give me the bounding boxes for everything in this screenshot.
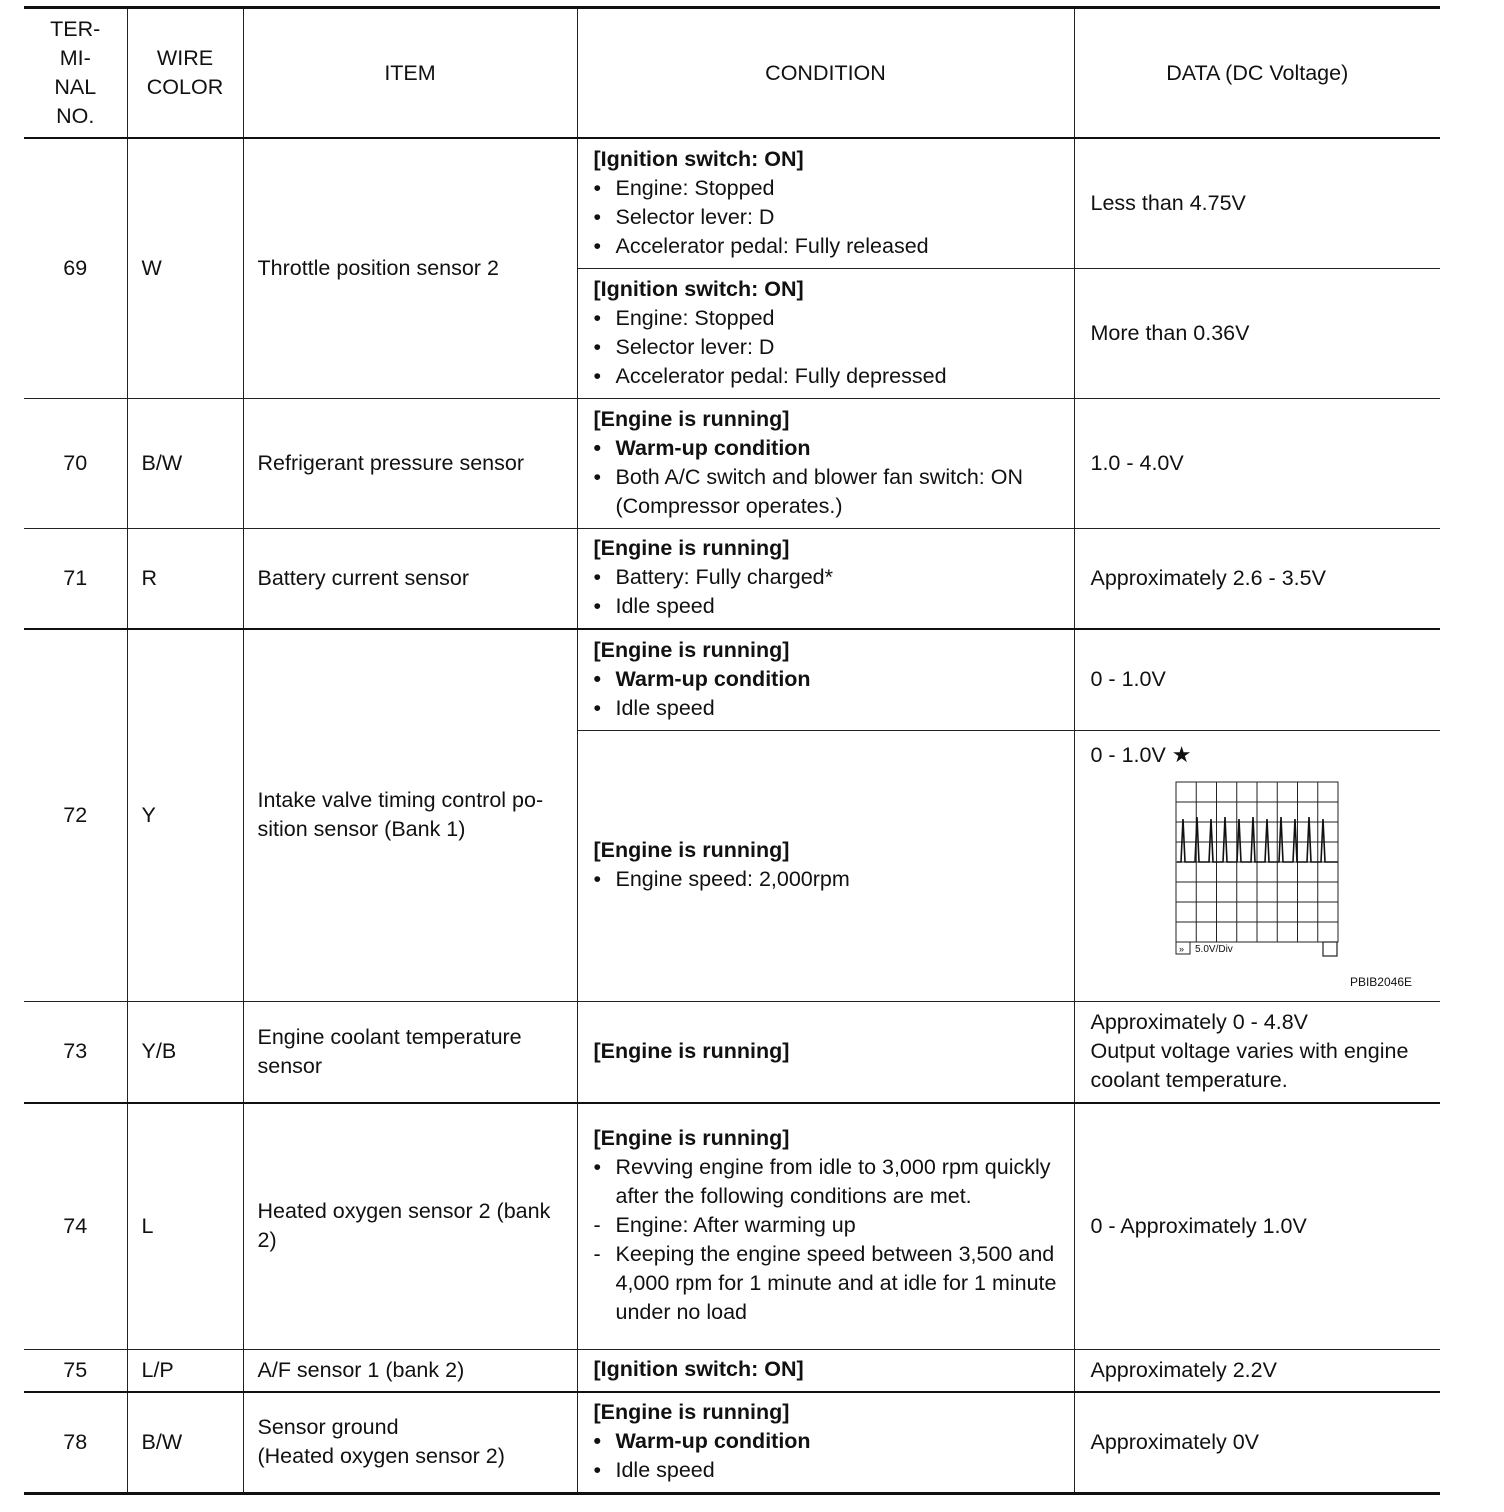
data-value: 1.0 - 4.0V (1074, 398, 1440, 528)
terminal-number: 74 (24, 1103, 127, 1349)
table-row-72-a (24, 629, 1440, 730)
condition-cell (577, 1001, 1074, 1103)
header-wire-color: WIRE COLOR (127, 8, 243, 139)
condition-bullet: • Selector lever: D (594, 333, 1060, 362)
wire-color: Y/B (127, 1001, 243, 1103)
data-value: 0 - 1.0V (1074, 629, 1440, 730)
condition-title: [Engine is running] (593, 1126, 790, 1151)
terminal-number: 78 (24, 1392, 127, 1493)
header-row (24, 8, 1440, 139)
item-name: Throttle position sensor 2 (243, 138, 577, 398)
condition-bullet: • Both A/C switch and blower fan switch: ON (Compressor operates.) (594, 463, 1060, 521)
oscilloscope-waveform (1175, 781, 1343, 963)
header-terminal: TER- MI- NAL NO. (24, 8, 127, 139)
terminal-data-table (24, 6, 1440, 1495)
condition-bullet: • Warm-up condition (594, 434, 1060, 463)
wire-color: L (127, 1103, 243, 1349)
wire-color: Y (127, 629, 243, 1001)
data-note: Output voltage varies with engine coolant temperature. (1090, 1039, 1409, 1093)
data-value: Approximately 2.6 - 3.5V (1074, 528, 1440, 629)
item-name-cell (243, 1392, 577, 1493)
terminal-data-table-wrapper (24, 6, 1440, 1495)
wire-color: L/P (127, 1349, 243, 1392)
condition-title: [Engine is running] (593, 838, 790, 862)
data-value: 0 - 1.0V (1090, 742, 1166, 767)
terminal-number: 70 (24, 398, 127, 528)
header-item: ITEM (243, 8, 577, 139)
terminal-number: 71 (24, 528, 127, 629)
wire-color: B/W (127, 1392, 243, 1493)
condition-dash-item: - Keeping the engine speed between 3,500 and 4,000 rpm for 1 minute and at idle for 1 minute under no load (594, 1240, 1060, 1327)
item-name: Battery current sensor (243, 528, 577, 629)
table-row-70 (24, 398, 1440, 528)
condition-title: [Engine is running] (593, 637, 790, 662)
condition-cell (577, 1349, 1074, 1392)
condition-title: [Engine is running] (593, 1038, 790, 1063)
table-row-73 (24, 1001, 1440, 1103)
item-name: Sensor ground (257, 1415, 399, 1440)
data-value: More than 0.36V (1074, 268, 1440, 398)
condition-bullet: • Idle speed (594, 694, 1060, 723)
condition-cell (577, 629, 1074, 730)
terminal-number: 73 (24, 1001, 127, 1103)
terminal-number: 69 (24, 138, 127, 398)
data-scope-cell (1074, 730, 1440, 1001)
condition-bullet: • Warm-up condition (594, 1427, 1060, 1456)
condition-bullet: • Idle speed (594, 592, 1060, 621)
condition-cell (577, 730, 1074, 1001)
header-condition: CONDITION (577, 8, 1074, 139)
condition-dash-item: - Engine: After warming up (594, 1211, 1060, 1240)
item-name: Heated oxygen sensor 2 (bank 2) (243, 1103, 577, 1349)
condition-bullet: • Warm-up condition (594, 665, 1060, 694)
item-name: Engine coolant temperature sensor (243, 1001, 577, 1103)
wire-color: R (127, 528, 243, 629)
condition-bullet: • Engine: Stopped (594, 174, 1060, 203)
data-value: Approximately 0 - 4.8V (1090, 1010, 1308, 1035)
star-icon: ★ (1171, 741, 1192, 767)
condition-cell (577, 268, 1074, 398)
condition-title: [Engine is running] (593, 1400, 790, 1425)
condition-title: [Engine is running] (593, 406, 790, 431)
wire-color: B/W (127, 398, 243, 528)
condition-cell (577, 138, 1074, 268)
table-row-74 (24, 1103, 1440, 1349)
wire-color: W (127, 138, 243, 398)
condition-title: [Ignition switch: ON] (593, 276, 804, 301)
condition-cell (577, 528, 1074, 629)
condition-bullet: • Accelerator pedal: Fully depressed (594, 362, 1060, 391)
data-value: Approximately 2.2V (1074, 1349, 1440, 1392)
data-value: Approximately 0V (1074, 1392, 1440, 1493)
table-row-78 (24, 1392, 1440, 1493)
scope-scale-label: 5.0V/Div (1194, 943, 1233, 955)
condition-title: [Engine is running] (593, 536, 790, 561)
item-name: A/F sensor 1 (bank 2) (243, 1349, 577, 1392)
svg-text:»: » (1178, 943, 1184, 954)
terminal-number: 75 (24, 1349, 127, 1392)
header-data: DATA (DC Voltage) (1074, 8, 1440, 139)
condition-title: [Ignition switch: ON] (593, 1357, 804, 1382)
data-value: 0 - Approximately 1.0V (1074, 1103, 1440, 1349)
condition-title: [Ignition switch: ON] (593, 146, 804, 171)
table-row-71 (24, 528, 1440, 629)
condition-bullet: • Selector lever: D (594, 203, 1060, 232)
condition-cell (577, 398, 1074, 528)
data-value-cell (1074, 1001, 1440, 1103)
terminal-number: 72 (24, 629, 127, 1001)
condition-bullet: • Idle speed (594, 1456, 1060, 1485)
table-row-75 (24, 1349, 1440, 1392)
condition-bullet: • Engine: Stopped (594, 304, 1060, 333)
condition-bullet: • Accelerator pedal: Fully released (594, 232, 1060, 261)
item-name: Refrigerant pressure sensor (243, 398, 577, 528)
table-row-69-a (24, 138, 1440, 268)
condition-cell (577, 1103, 1074, 1349)
data-value: Less than 4.75V (1074, 138, 1440, 268)
condition-bullet: • Engine speed: 2,000rpm (594, 865, 1060, 894)
figure-code: PBIB2046E (1349, 974, 1412, 989)
condition-cell (577, 1392, 1074, 1493)
item-name-detail: (Heated oxygen sensor 2) (257, 1444, 505, 1469)
condition-bullet: • Battery: Fully charged* (594, 563, 1060, 592)
condition-bullet: • Revving engine from idle to 3,000 rpm quickly after the following conditions are met. (594, 1153, 1060, 1211)
item-name: Intake valve timing control po-sition sensor (Bank 1) (243, 629, 577, 1001)
